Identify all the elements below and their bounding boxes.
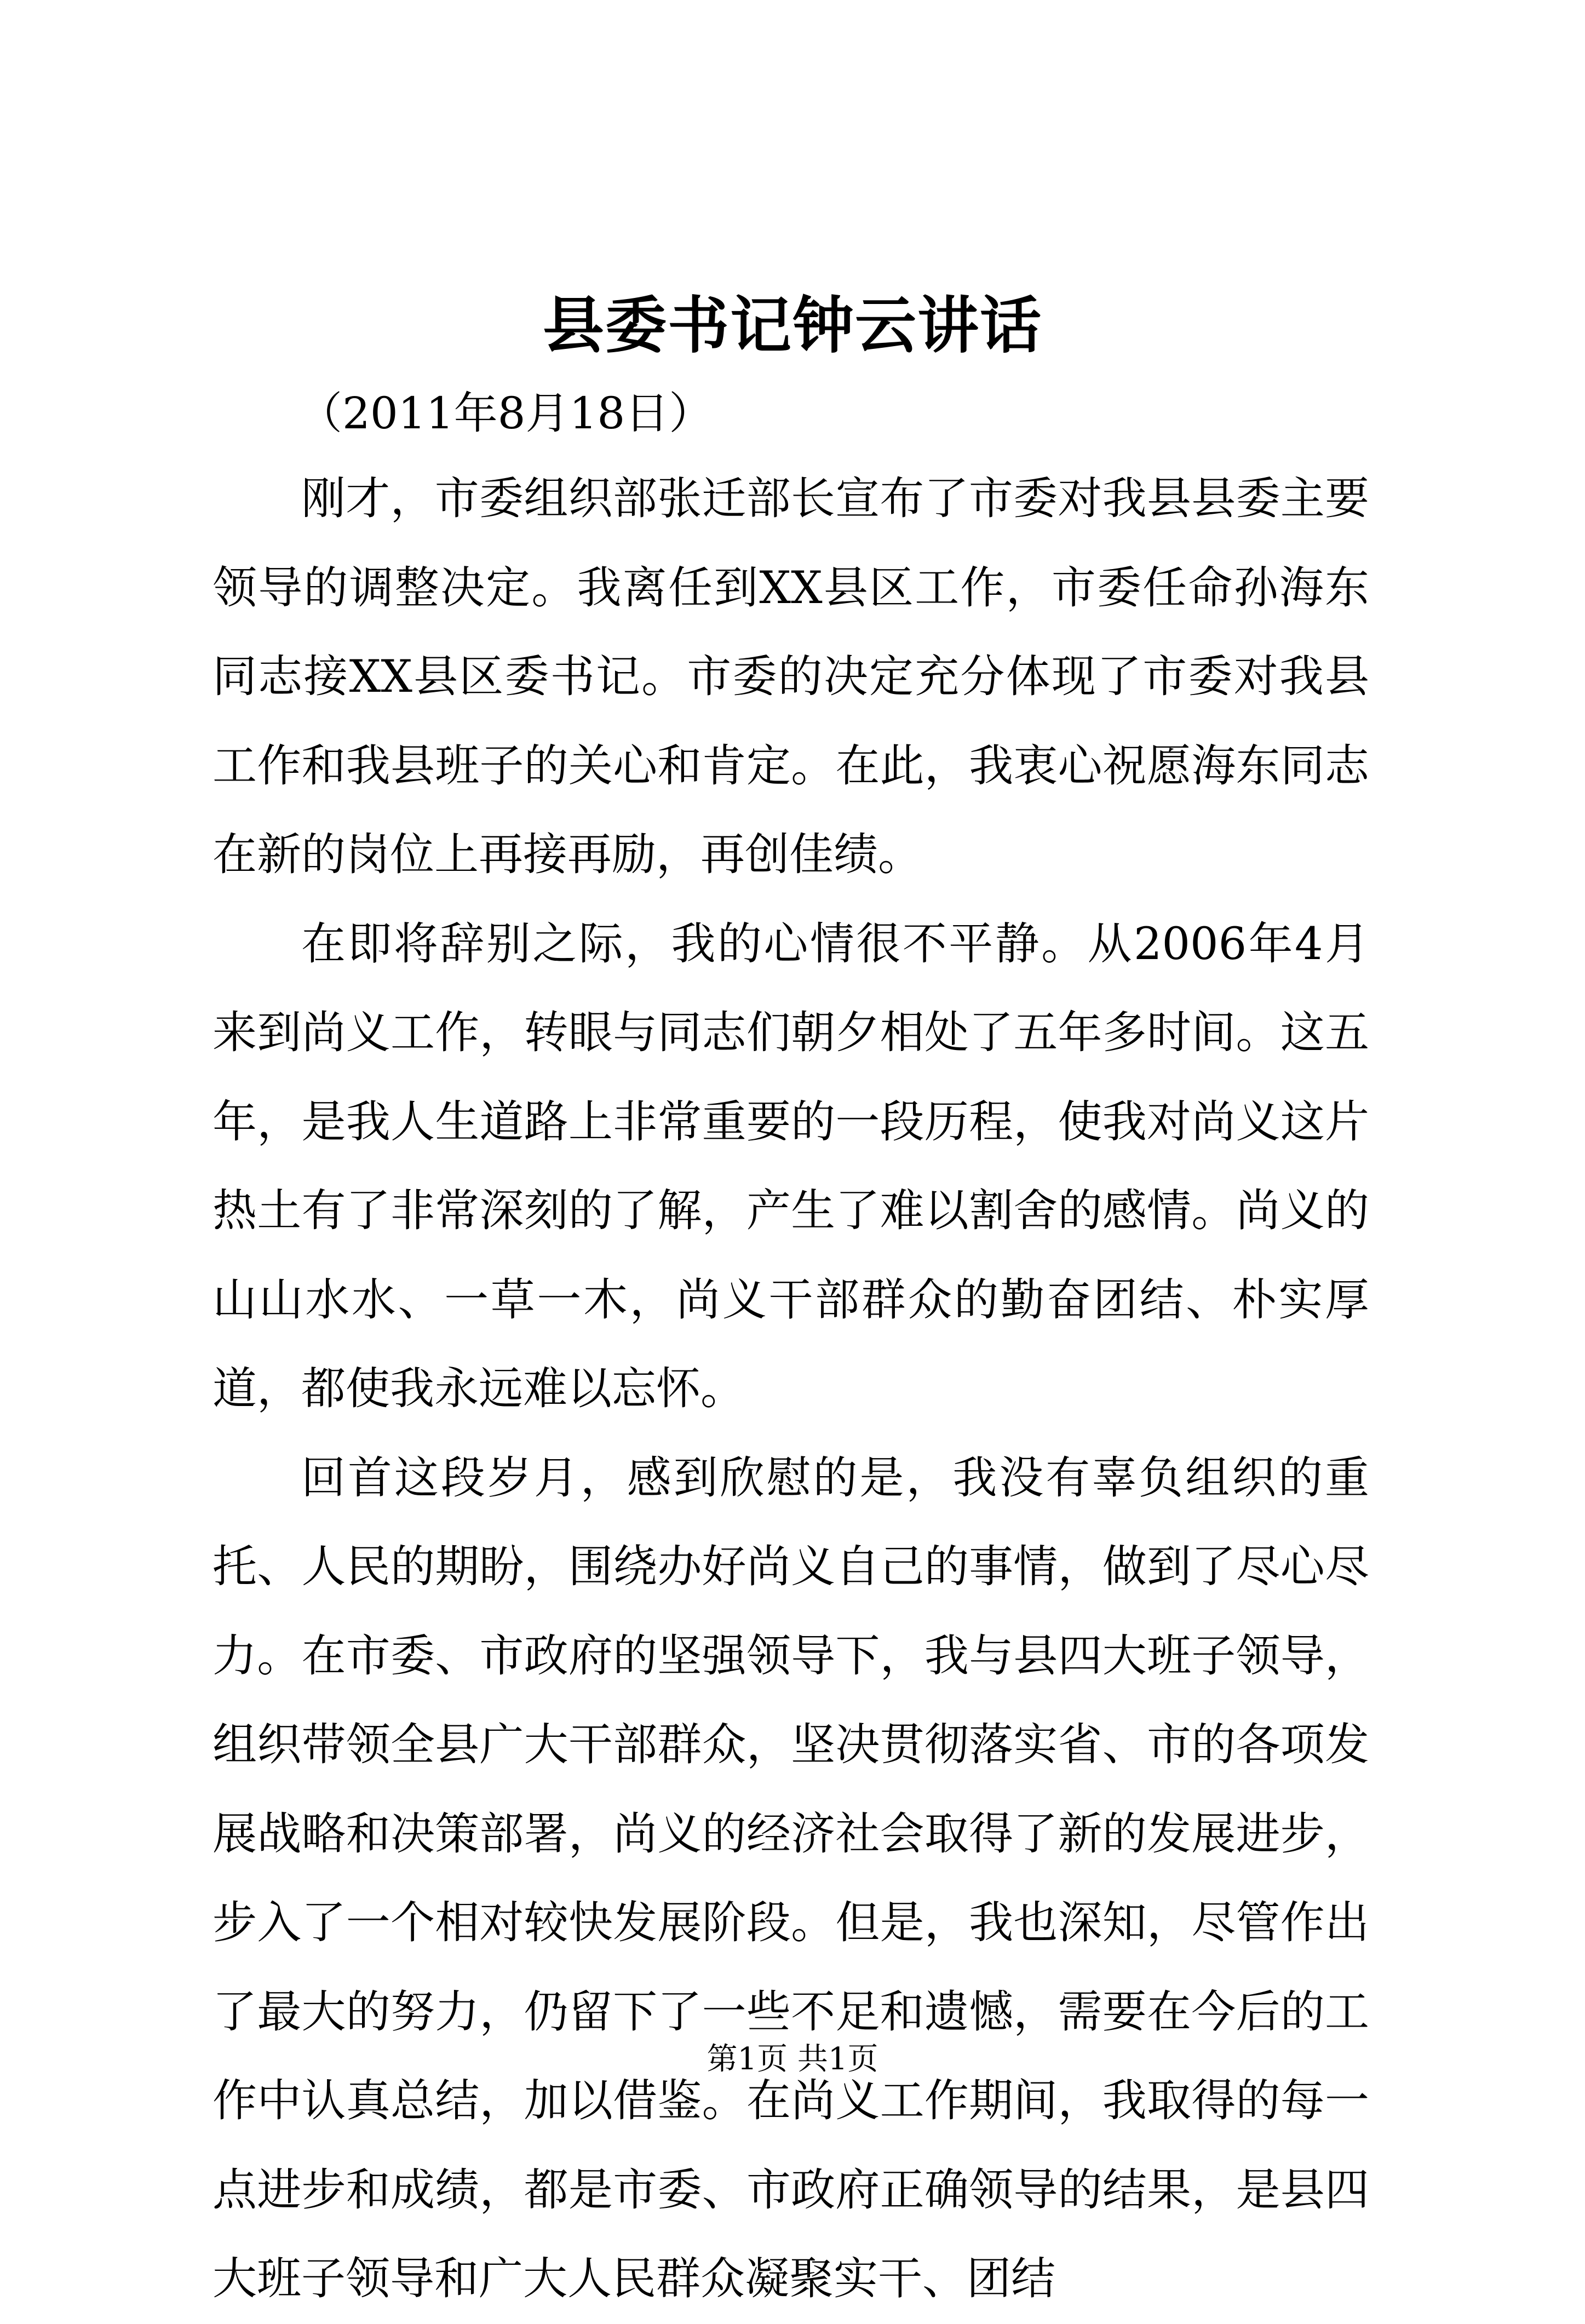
page-footer: 第1页 共1页 xyxy=(707,2041,878,2077)
page-title: 县委书记钟云讲话 xyxy=(543,290,1042,361)
paragraph-1: 刚才，市委组织部张迁部长宣布了市委对我县县委主要领导的调整决定。我离任到XX县区工作，市委任命孙海东同志接XX县区委书记。市委的决定充分体现了市委对我县工作和我县班子的关心和肯定。在此，我衷心祝愿海东同志在新的岗位上再接再励，再创佳绩。 xyxy=(213,473,1369,881)
paragraph-3: 回首这段岁月，感到欣慰的是，我没有辜负组织的重托、人民的期盼，围绕办好尚义自己的事情，做到了尽心尽力。在市委、市政府的坚强领导下，我与县四大班子领导，组织带领全县广大干部群众，坚决贯彻落实省、市的各项发展战略和决策部署，尚义的经济社会取得了新的发展进步，步入了一个相对较快发展阶段。但是，我也深知，尽管作出了最大的努力，仍留下了一些不足和遗憾，需要在今后的工作中认真总结，加以借鉴。在尚义工作期间，我取得的每一点进步和成绩，都是市委、市政府正确领导的结果，是县四大班子领导和广大人民群众凝聚实干、团结 xyxy=(213,1452,1369,2305)
paragraph-2: 在即将辞别之际，我的心情很不平静。从2006年4月来到尚义工作，转眼与同志们朝夕相处了五年多时间。这五年，是我人生道路上非常重要的一段历程，使我对尚义这片热土有了非常深刻的了解，产生了难以割舍的感情。尚义的山山水水、一草一木，尚义干部群众的勤奋团结、朴实厚道，都使我永远难以忘怀。 xyxy=(213,918,1369,1415)
speech-date: （2011年8月18日） xyxy=(298,388,713,439)
